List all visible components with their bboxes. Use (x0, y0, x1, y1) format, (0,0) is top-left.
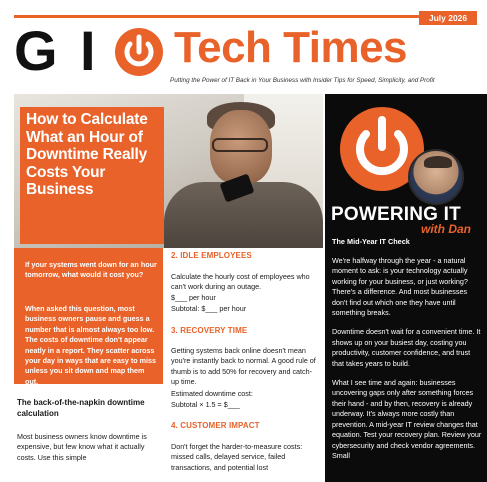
column-paragraph-1: We're halfway through the year - a natural moment to ask: is your technology actually working for your business, or just working? There's a difference. And most businesses don't find out which one they have until something breaks. (332, 256, 468, 318)
author-photo (408, 149, 464, 205)
napkin-calculation-heading: The back-of-the-napkin downtime calculation (17, 398, 145, 418)
column-paragraph-3: What I see time and again: businesses uncovering gaps only after something forces their hand - and by then, recovery is already underway. It's always more costly than prevention. A mid-year IT review changes that equation. Test your recovery plan. Review your cybersecurity and check vendor agreements. Small (332, 378, 482, 460)
powering-it-column (325, 94, 487, 482)
intro-panel (14, 248, 163, 384)
recovery-estimate-formula: Subtotal × 1.5 = $___ (171, 400, 240, 409)
author-photo-hair (424, 156, 452, 168)
idle-employees-rate: $___ per hour (171, 293, 216, 302)
column-heading: The Mid-Year IT Check (332, 237, 410, 246)
customer-impact-text: Don't forget the harder-to-measure costs: missed calls, delayed service, failed transactions, and potential lost (171, 442, 303, 472)
hero-person-glasses (212, 138, 268, 152)
intro-paragraph: When asked this question, most business owners pause and guess a number that is almost always too low. The costs of downtime don't appear neatly in a report. They scatter across your day in ways that are easy to miss unless you sit down and map them out. (25, 304, 157, 386)
recovery-time-heading: 3. RECOVERY TIME (171, 326, 248, 335)
intro-question: If your systems went down for an hour tomorrow, what would it cost you? (25, 260, 157, 280)
column-body (332, 256, 482, 470)
column-title: POWERING IT (331, 204, 461, 225)
newsletter-tagline: Putting the Power of IT Back in Your Business with Insider Tips for Speed, Simplicity, and Profit (170, 77, 435, 84)
hero-headline: How to Calculate What an Hour of Downtime Really Costs Your Business (26, 111, 148, 198)
idle-employees-text: Calculate the hourly cost of employees who can't work during an outage. (171, 272, 310, 292)
recovery-estimate-label: Estimated downtime cost: (171, 389, 253, 398)
column-paragraph-2: Downtime doesn't wait for a convenient time. It shows up on your busiest day, costing you productivity, customer confidence, and trust that takes years to build. (332, 327, 481, 368)
customer-impact-heading: 4. CUSTOMER IMPACT (171, 421, 260, 430)
newsletter-title: Tech Times (174, 23, 408, 72)
idle-employees-heading: 2. IDLE EMPLOYEES (171, 251, 252, 260)
logo-letter-g: G (14, 19, 56, 82)
issue-date-badge: July 2026 (419, 11, 477, 25)
power-icon (114, 27, 164, 77)
hero-headline-box (20, 107, 164, 244)
napkin-calculation-text: Most business owners know downtime is expensive, but few know what it actually costs. Use this simple (17, 432, 147, 462)
masthead-rule (14, 15, 472, 18)
logo-letter-i: I (80, 19, 96, 82)
idle-employees-subtotal: Subtotal: $___ per hour (171, 304, 247, 313)
recovery-time-text: Getting systems back online doesn't mean you're instantly back to normal. A good rule of thumb is to add 50% for recovery and catch-up time. (171, 346, 316, 387)
column-byline: with Dan (421, 222, 471, 236)
